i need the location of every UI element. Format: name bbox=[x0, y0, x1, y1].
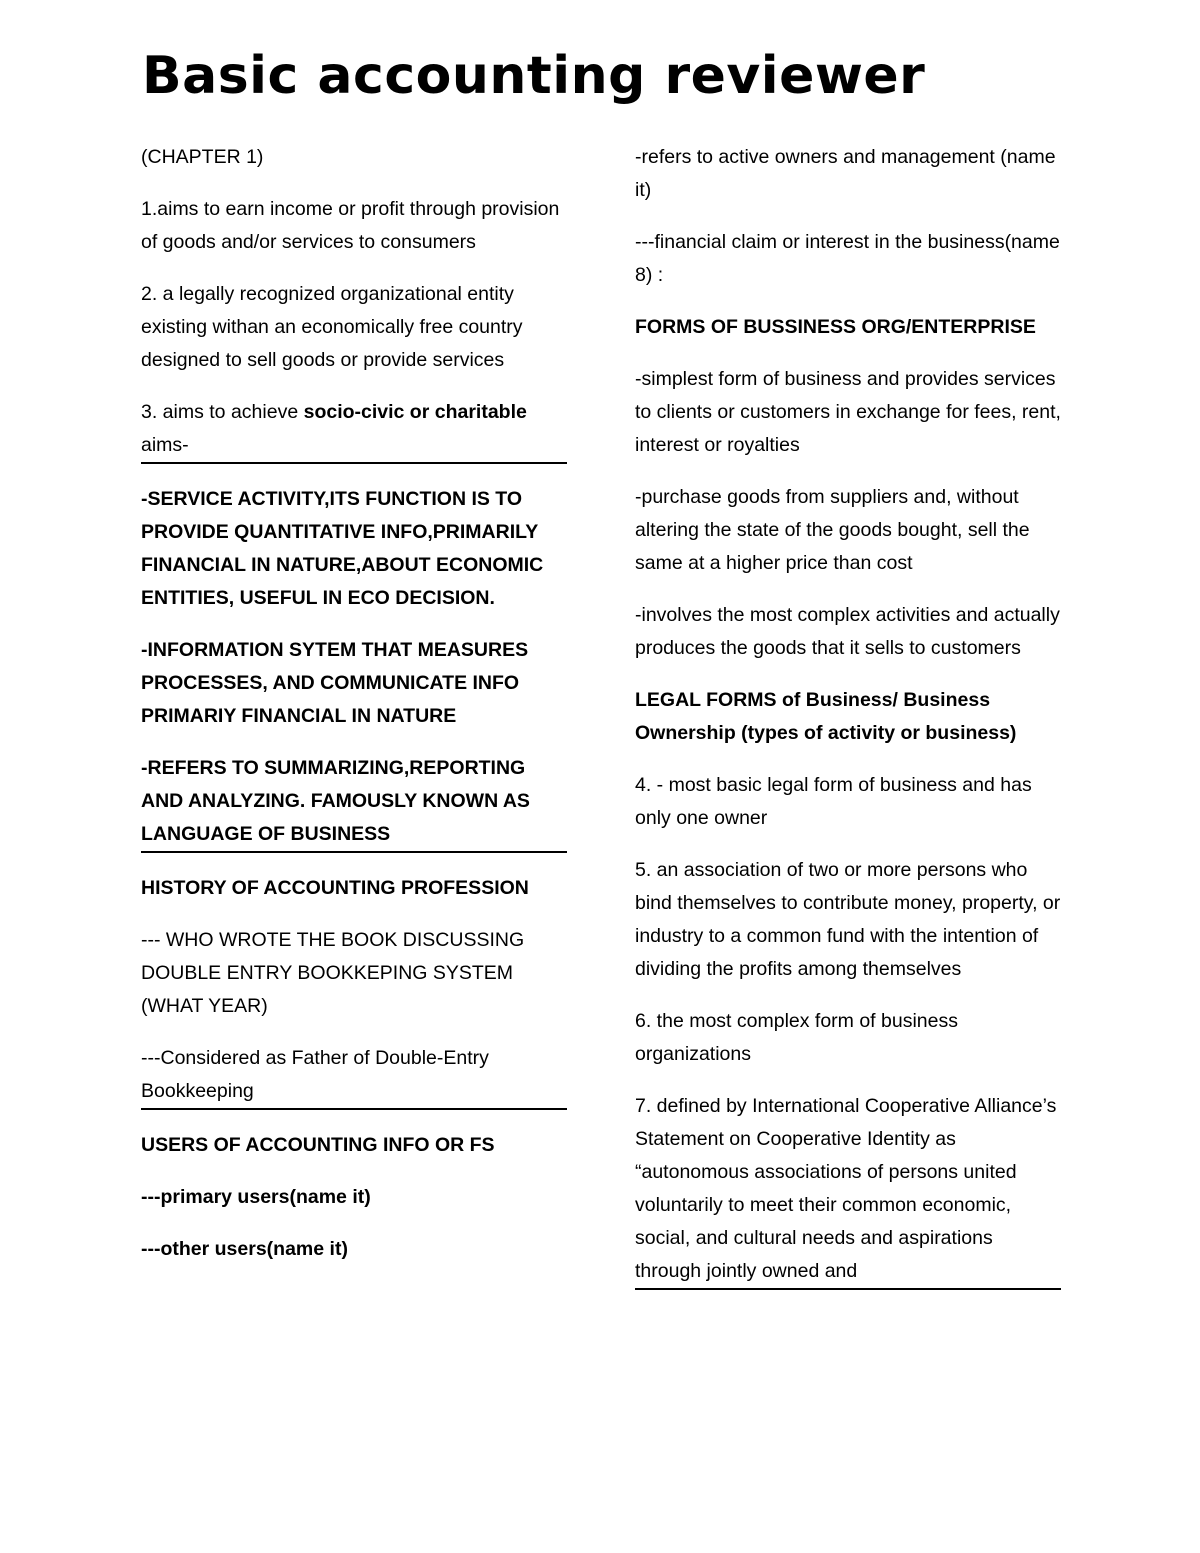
history-question-2: ---Considered as Father of Double-Entry Bookkeeping bbox=[141, 1042, 567, 1110]
question-7: 7. defined by International Cooperative Alliance’s Statement on Cooperative Identity as “autonomous associations of persons united voluntarily to meet their common economic, social, and cultural needs and aspirations through jointly owned and bbox=[635, 1090, 1061, 1290]
left-column bbox=[141, 141, 567, 1285]
users-heading: USERS OF ACCOUNTING INFO OR FS bbox=[141, 1134, 495, 1156]
form-service: -simplest form of business and provides services to clients or customers in exchange for fees, rent, interest or royalties bbox=[635, 368, 1061, 456]
definition-information-system: -INFORMATION SYTEM THAT MEASURES PROCESSES, AND COMMUNICATE INFO PRIMARIY FINANCIAL IN NATURE bbox=[141, 639, 529, 727]
legal-forms-heading: LEGAL FORMS of Business/ Business Ownership (types of activity or business) bbox=[635, 689, 1017, 744]
question-3-suffix: aims- bbox=[141, 434, 189, 456]
question-3-prefix: 3. aims to achieve bbox=[141, 401, 304, 423]
owners-management: -refers to active owners and management (name it) bbox=[635, 146, 1056, 201]
history-question-1: --- WHO WROTE THE BOOK DISCUSSING DOUBLE ENTRY BOOKKEPING SYSTEM (WHAT YEAR) bbox=[141, 929, 525, 1017]
definition-service-activity: -SERVICE ACTIVITY,ITS FUNCTION IS TO PROVIDE QUANTITATIVE INFO,PRIMARILY FINANCIAL IN NATURE,ABOUT ECONOMIC ENTITIES, USEFUL IN ECO DECISION. bbox=[141, 488, 544, 609]
form-manufacturing: -involves the most complex activities and actually produces the goods that it sells to customers bbox=[635, 604, 1060, 659]
definition-language-of-business: -REFERS TO SUMMARIZING,REPORTING AND ANALYZING. FAMOUSLY KNOWN AS LANGUAGE OF BUSINESS bbox=[141, 752, 567, 853]
users-primary: ---primary users(name it) bbox=[141, 1186, 371, 1208]
chapter-label bbox=[141, 141, 567, 174]
forms-heading: FORMS OF BUSSINESS ORG/ENTERPRISE bbox=[635, 316, 1036, 338]
form-merchandising: -purchase goods from suppliers and, without altering the state of the goods bought, sell the same at a higher price than cost bbox=[635, 486, 1030, 574]
history-heading: HISTORY OF ACCOUNTING PROFESSION bbox=[141, 877, 529, 899]
document-title: Basic accounting reviewer bbox=[142, 46, 926, 106]
question-6: 6. the most complex form of business organizations bbox=[635, 1010, 958, 1065]
question-1: 1.aims to earn income or profit through provision of goods and/or services to consumers bbox=[141, 198, 560, 253]
question-5: 5. an association of two or more persons who bind themselves to contribute money, property, or industry to a common fund with the intention of dividing the profits among themselves bbox=[635, 859, 1061, 980]
question-3-bold: socio-civic or charitable bbox=[303, 401, 527, 423]
question-4: 4. - most basic legal form of business and has only one owner bbox=[635, 774, 1032, 829]
chapter-label-text: (CHAPTER 1) bbox=[141, 146, 264, 168]
question-2: 2. a legally recognized organizational entity existing withan an economically free country designed to sell goods or provide services bbox=[141, 283, 523, 371]
financial-claim: ---financial claim or interest in the business(name 8) : bbox=[635, 231, 1060, 286]
question-3 bbox=[141, 396, 567, 464]
right-column bbox=[635, 141, 1061, 1309]
users-other: ---other users(name it) bbox=[141, 1238, 348, 1260]
